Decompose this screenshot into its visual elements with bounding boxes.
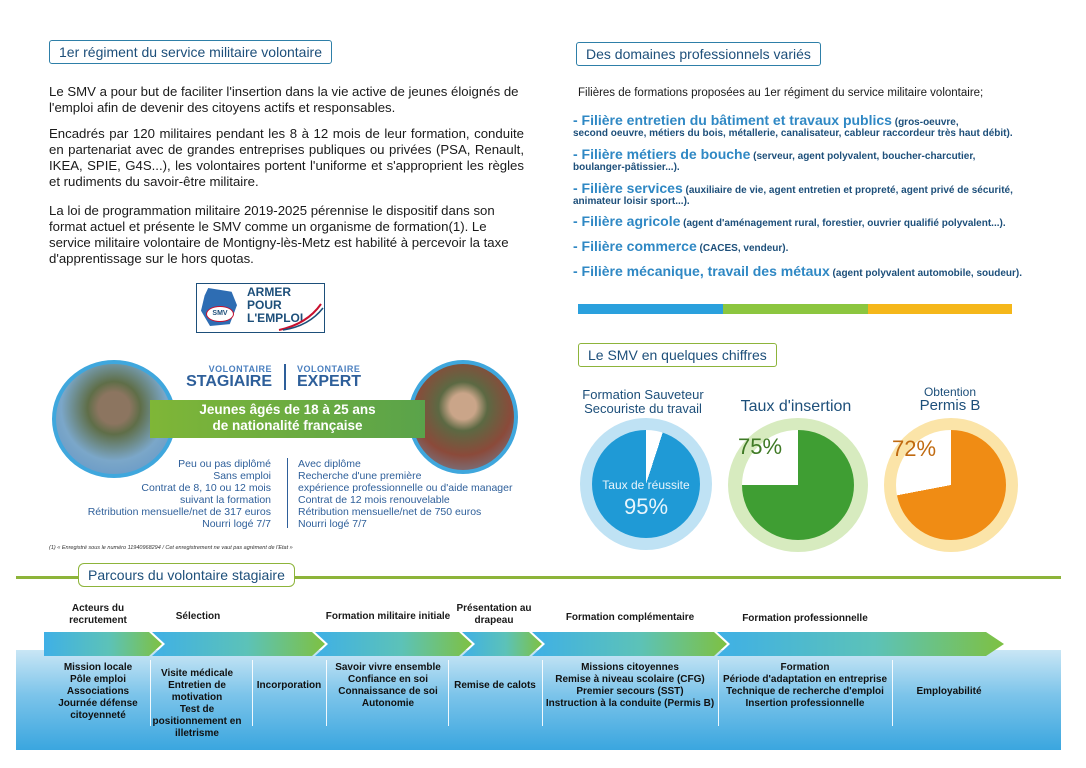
parcours-arrows <box>44 628 1014 660</box>
color-bar-yellow <box>868 304 1012 314</box>
expert-line: expérience professionnelle ou d'aide manager <box>298 482 513 494</box>
pie-insertion <box>728 418 868 552</box>
stage-divider <box>326 660 327 726</box>
pie-sauveteur <box>580 418 712 550</box>
footnote: (1) « Enregistré sous le numéro 11940968294 / Cet enregistrement ne vaut pas agrément de l'Etat » <box>49 545 293 551</box>
expert-line: Recherche d'une première <box>298 470 422 482</box>
stage-label-professionnelle: Formation professionnelle <box>742 613 868 624</box>
color-bar-green <box>723 304 868 314</box>
expert-heading: VOLONTAIRE EXPERT <box>297 364 362 390</box>
logo-text: ARMER POUR L'EMPLOI <box>247 285 304 325</box>
pie-value: 95% <box>623 494 669 519</box>
section-title-chiffres: Le SMV en quelques chiffres <box>578 343 777 367</box>
stage-label-drapeau: Présentation au drapeau <box>456 603 532 626</box>
stage-items-drapeau: Remise de calots <box>454 680 536 691</box>
stage-divider <box>252 660 253 726</box>
stage-items-incorporation: Incorporation <box>256 680 322 691</box>
stage-items-formation-militaire: Savoir vivre ensemble Confiance en soi Connaissance de soi Autonomie <box>335 662 441 709</box>
filiere-mecanique: - Filière mécanique, travail des métaux (agent polyvalent automobile, soudeur). <box>573 263 1023 279</box>
pie-value: 72% <box>892 436 937 461</box>
filiere-services: - Filière services (auxiliaire de vie, agent entretien et propreté, agent privé de sécurité, animateur loisir sport...). <box>573 180 1013 207</box>
pie-permis <box>884 418 1018 552</box>
stage-items-professionnelle: Formation Période d'adaptation en entreprise Technique de recherche d'emploi Insertion professionnelle <box>722 662 888 709</box>
filiere-commerce: - Filière commerce (CACES, vendeur). <box>573 238 789 254</box>
law-paragraph: La loi de programmation militaire 2019-2025 pérennise le dispositif dans son format actuel et présente le SMV comme un organisme de formation(1). Le service militaire volontaire de Montigny-lès-Metz est habilité à percevoir la taxe d'apprentissage sur le hors quotas. <box>49 203 509 266</box>
stage-label-selection: Sélection <box>175 611 221 622</box>
stage-label-recrutement: Acteurs du recrutement <box>69 603 127 626</box>
filieres-intro: Filières de formations proposées au 1er régiment du service militaire volontaire; <box>578 87 984 99</box>
stagiaire-line: suivant la formation <box>179 494 271 506</box>
stagiaire-heading: VOLONTAIRE STAGIAIRE <box>186 364 272 390</box>
stagiaire-line: Peu ou pas diplômé <box>178 458 271 470</box>
section-title-regiment: 1er régiment du service militaire volontaire <box>49 40 332 64</box>
stage-items-selection: Visite médicale Entretien de motivation Test de positionnement en illetrisme <box>152 668 242 739</box>
section-title-domaines: Des domaines professionnels variés <box>576 42 821 66</box>
stagiaire-line: Contrat de 8, 10 ou 12 mois <box>141 482 271 494</box>
partners-paragraph: Encadrés par 120 militaires pendant les 8 à 12 mois de leur formation, conduite en partenariat avec de grandes entreprises publiques ou privées (PSA, Renault, IKEA, SPIE, G4S...), les volontaires portent l'uniforme et s'approprient les règles et rudiments du savoir-être militaire. <box>49 126 524 189</box>
stat-title-permis: Obtention Permis B <box>919 385 981 414</box>
intro-paragraph: Le SMV a pour but de faciliter l'insertion dans la vie active de jeunes éloignés de l'emploi afin de devenir des citoyens actifs et responsables. <box>49 84 519 115</box>
stage-items-complementaire: Missions citoyennes Remise à niveau scolaire (CFG) Premier secours (SST) Instruction à la conduite (Permis B) <box>545 662 715 709</box>
filiere-bouche: - Filière métiers de bouche (serveur, agent polyvalent, boucher-charcutier, boulanger-pâtissier...). <box>573 146 976 173</box>
smv-badge: SMV <box>206 306 234 322</box>
expert-line: Contrat de 12 mois renouvelable <box>298 494 450 506</box>
stage-divider <box>892 660 893 726</box>
stat-title-sauveteur: Formation Sauveteur Secouriste du travail <box>582 387 704 416</box>
stagiaire-details <box>61 458 271 538</box>
stage-label-formation-militaire: Formation militaire initiale <box>325 611 451 622</box>
stage-items-employabilite: Employabilité <box>916 686 982 697</box>
stagiaire-line: Sans emploi <box>213 470 271 482</box>
stage-divider <box>448 660 449 726</box>
stagiaire-line: Nourri logé 7/7 <box>202 518 271 530</box>
heading-divider <box>284 364 286 390</box>
details-divider <box>287 458 288 528</box>
stagiaire-line: Rétribution mensuelle/net de 317 euros <box>87 506 271 518</box>
pie-inner-label: Taux de réussite <box>602 478 690 492</box>
pie-value: 75% <box>738 434 783 459</box>
expert-details <box>298 458 538 538</box>
expert-line: Nourri logé 7/7 <box>298 518 367 530</box>
stat-title-insertion: Taux d'insertion <box>740 398 852 415</box>
stage-items-recrutement: Mission locale Pôle emploi Associations Journée défense citoyenneté <box>58 662 138 721</box>
filiere-agricole: - Filière agricole (agent d'aménagement rural, forestier, ouvrier qualifié polyvalent...). <box>573 213 1006 229</box>
swoosh-icon <box>277 302 325 332</box>
expert-line: Avec diplôme <box>298 458 361 470</box>
armer-pour-emploi-logo <box>196 283 325 333</box>
stage-label-complementaire: Formation complémentaire <box>565 612 695 623</box>
stage-divider <box>718 660 719 726</box>
age-banner: Jeunes âgés de 18 à 25 ans de nationalité française <box>150 400 425 438</box>
expert-line: Rétribution mensuelle/net de 750 euros <box>298 506 482 518</box>
stage-divider <box>542 660 543 726</box>
color-bar-blue <box>578 304 723 314</box>
section-title-parcours: Parcours du volontaire stagiaire <box>78 563 295 587</box>
filiere-batiment: - Filière entretien du bâtiment et travaux publics (gros-oeuvre, second oeuvre, métiers du bois, métallerie, canalisateur, cableur raccordeur très haut débit). <box>573 112 1013 139</box>
